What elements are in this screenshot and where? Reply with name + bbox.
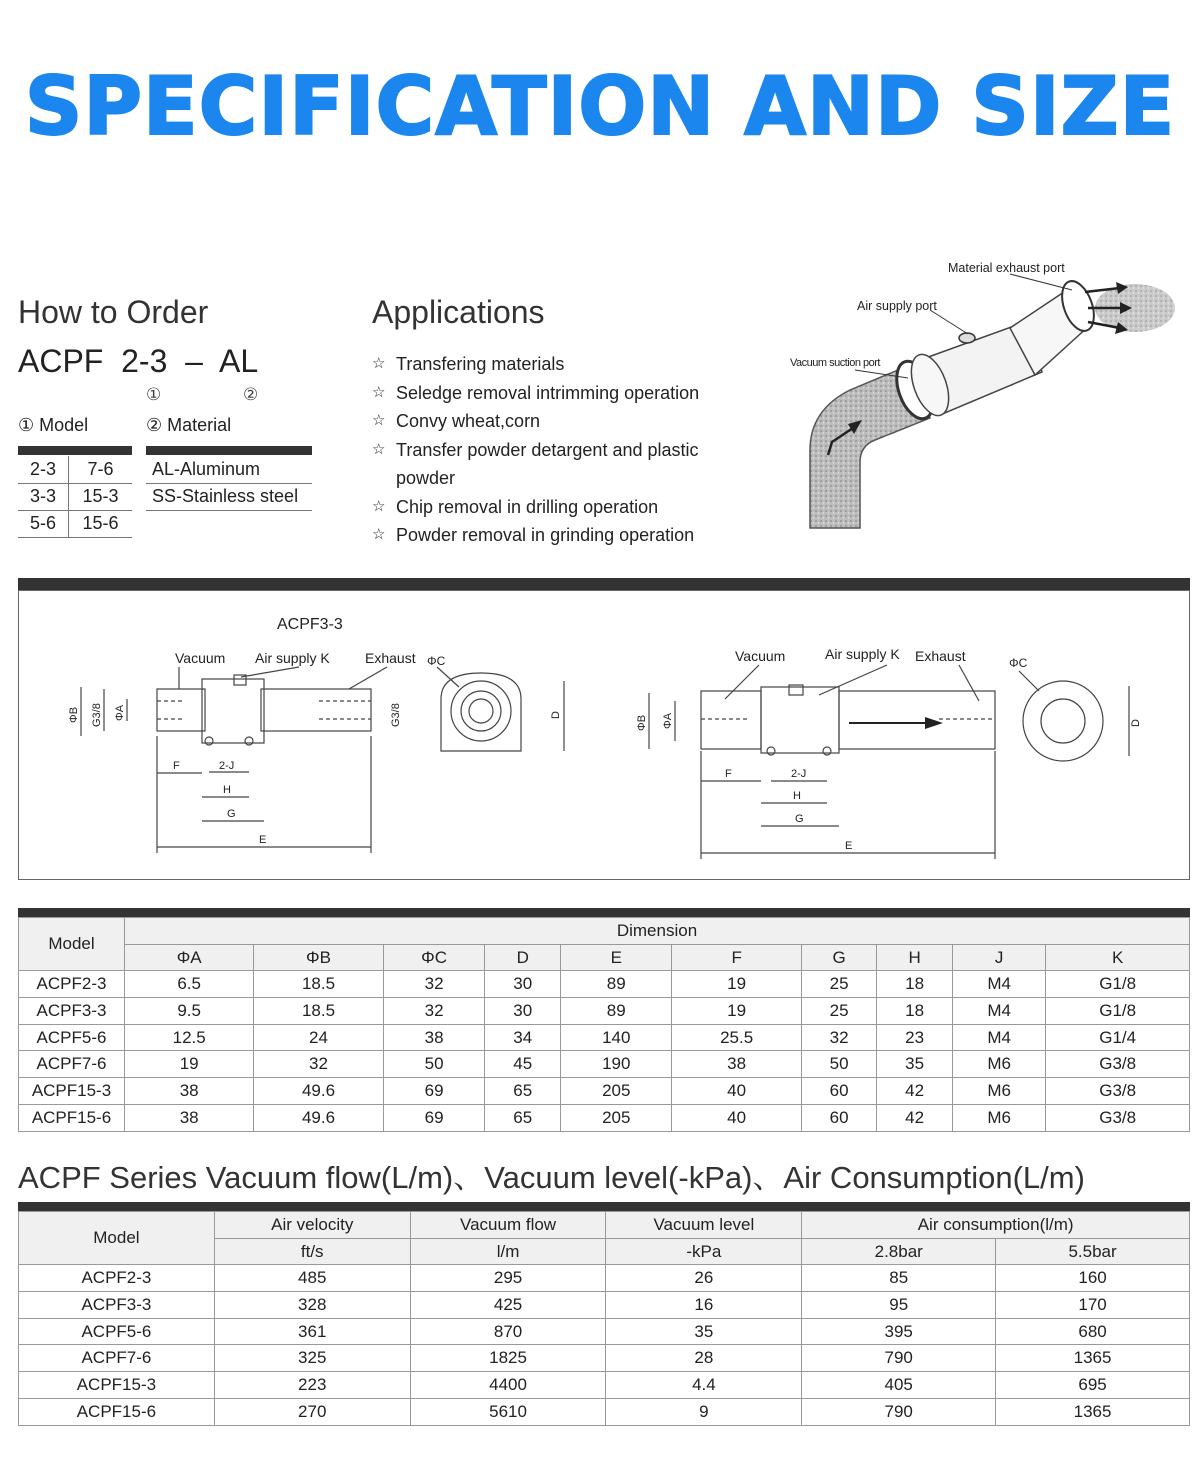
- table-cell: 140: [561, 1024, 672, 1051]
- table-cell: 45: [485, 1051, 561, 1078]
- table-cell: ACPF2-3: [19, 971, 125, 998]
- table-cell: G1/8: [1046, 971, 1190, 998]
- table-cell: ACPF7-6: [19, 1345, 215, 1372]
- table-cell: 32: [801, 1024, 877, 1051]
- table-cell: 170: [996, 1292, 1190, 1319]
- table-cell: 205: [561, 1078, 672, 1105]
- dimension-drawing: [19, 591, 1189, 879]
- table-cell: 295: [410, 1265, 606, 1292]
- application-text: Seledge removal intrimming operation: [396, 382, 700, 403]
- table-cell: 695: [996, 1372, 1190, 1399]
- table-header-row: [19, 1212, 1190, 1239]
- list-item: [372, 436, 732, 493]
- table-cell: ACPF15-3: [19, 1372, 215, 1399]
- model-cell: 7-6: [68, 456, 132, 483]
- material-table: [146, 456, 312, 511]
- unit-header: 5.5bar: [996, 1238, 1190, 1265]
- table-cell: 190: [561, 1051, 672, 1078]
- list-item: [372, 493, 732, 522]
- table-cell: 790: [802, 1345, 996, 1372]
- table-cell: 870: [410, 1318, 606, 1345]
- how-to-order-title: How to Order: [18, 294, 209, 330]
- vacuum-label: Vacuum: [175, 650, 226, 666]
- table-cell: 9: [606, 1398, 802, 1425]
- table-cell: 38: [125, 1078, 254, 1105]
- table-row: [19, 998, 1190, 1025]
- model-header: Model: [19, 918, 125, 971]
- material-exhaust-label: Material exhaust port: [948, 261, 1065, 275]
- table-cell: 38: [383, 1024, 485, 1051]
- application-text: Transfer powder detargent and plastic powder: [396, 439, 699, 488]
- table-cell: G3/8: [1046, 1104, 1190, 1131]
- unit-header: l/m: [410, 1238, 606, 1265]
- model-bar: [18, 446, 132, 455]
- column-header: ΦA: [125, 944, 254, 971]
- column-header: E: [561, 944, 672, 971]
- table-cell: 60: [801, 1104, 877, 1131]
- column-header: G: [801, 944, 877, 971]
- table-cell: 328: [214, 1292, 410, 1319]
- table-cell: 34: [485, 1024, 561, 1051]
- list-item: [372, 379, 732, 408]
- model-cell: 3-3: [18, 483, 68, 510]
- table-cell: 18.5: [254, 998, 383, 1025]
- table-header-row: [19, 944, 1190, 971]
- application-text: Powder removal in grinding operation: [396, 525, 695, 545]
- vacuum-label: Vacuum: [735, 648, 786, 664]
- table-cell: M6: [952, 1104, 1045, 1131]
- column-header: Vacuum level: [606, 1212, 802, 1239]
- table-row: [19, 1024, 1190, 1051]
- table-cell: 85: [802, 1265, 996, 1292]
- star-icon: ☆: [372, 383, 386, 401]
- g38-label: G3/8: [390, 703, 402, 727]
- table-cell: 40: [672, 1104, 801, 1131]
- table-cell: ACPF3-3: [19, 1292, 215, 1319]
- table-cell: 32: [383, 998, 485, 1025]
- table-cell: 325: [214, 1345, 410, 1372]
- table-cell: G1/4: [1046, 1024, 1190, 1051]
- series-title: ACPF Series Vacuum flow(L/m)、Vacuum level(-kPa)、Air Consumption(L/m): [18, 1160, 1085, 1195]
- dimension-table-bar: [18, 908, 1190, 917]
- drawing-box: [18, 590, 1190, 880]
- table-cell: 4.4: [606, 1372, 802, 1399]
- table-cell: ACPF5-6: [19, 1024, 125, 1051]
- table-cell: 12.5: [125, 1024, 254, 1051]
- g-label: G: [227, 808, 236, 820]
- table-cell: 18.5: [254, 971, 383, 998]
- f-label: F: [173, 760, 180, 772]
- unit-header: 2.8bar: [802, 1238, 996, 1265]
- flow-table: [18, 1211, 1190, 1426]
- table-row: [19, 1345, 1190, 1372]
- vacuum-suction-label: Vacuum suction port: [790, 357, 880, 369]
- table-cell: 1365: [996, 1398, 1190, 1425]
- table-cell: 65: [485, 1104, 561, 1131]
- model-cell: 15-3: [68, 483, 132, 510]
- table-cell: ACPF15-3: [19, 1078, 125, 1105]
- table-row: [19, 1051, 1190, 1078]
- order-mark-1: ①: [146, 385, 162, 404]
- g38-label: G3/8: [91, 703, 103, 727]
- table-cell: 65: [485, 1078, 561, 1105]
- table-cell: 30: [485, 971, 561, 998]
- table-cell: ACPF15-6: [19, 1398, 215, 1425]
- table-cell: 25: [801, 971, 877, 998]
- table-cell: 485: [214, 1265, 410, 1292]
- table-cell: 5610: [410, 1398, 606, 1425]
- table-cell: 205: [561, 1104, 672, 1131]
- table-cell: 26: [606, 1265, 802, 1292]
- drawing-title: ACPF3-3: [277, 616, 343, 633]
- table-cell: 1365: [996, 1345, 1190, 1372]
- table-cell: 24: [254, 1024, 383, 1051]
- drawing-top-bar: [18, 578, 1190, 590]
- h-label: H: [793, 790, 801, 802]
- table-cell: 4400: [410, 1372, 606, 1399]
- table-cell: 69: [383, 1104, 485, 1131]
- table-cell: M6: [952, 1051, 1045, 1078]
- dimension-table: [18, 917, 1190, 1132]
- table-header-row: [19, 918, 1190, 945]
- star-icon: ☆: [372, 440, 386, 458]
- table-cell: 28: [606, 1345, 802, 1372]
- table-cell: 680: [996, 1318, 1190, 1345]
- table-cell: 49.6: [254, 1078, 383, 1105]
- list-item: [372, 407, 732, 436]
- table-cell: 50: [801, 1051, 877, 1078]
- table-cell: 38: [125, 1104, 254, 1131]
- column-header: J: [952, 944, 1045, 971]
- column-header: Air velocity: [214, 1212, 410, 1239]
- table-cell: 19: [672, 971, 801, 998]
- h-label: H: [223, 784, 231, 796]
- table-cell: 23: [877, 1024, 953, 1051]
- table-row: [146, 483, 312, 510]
- table-cell: ACPF2-3: [19, 1265, 215, 1292]
- material-cell: SS-Stainless steel: [146, 483, 312, 510]
- page-banner: SPECIFICATION AND SIZE: [24, 60, 1176, 153]
- phi-b-label: ΦB: [68, 706, 80, 723]
- table-row: [18, 483, 132, 510]
- table-cell: 30: [485, 998, 561, 1025]
- table-row: [19, 1372, 1190, 1399]
- table-cell: 35: [877, 1051, 953, 1078]
- table-row: [18, 510, 132, 537]
- order-mark-2: ②: [243, 385, 259, 404]
- list-item: [372, 350, 732, 379]
- table-cell: 223: [214, 1372, 410, 1399]
- table-cell: 89: [561, 971, 672, 998]
- table-cell: 69: [383, 1078, 485, 1105]
- applications-title: Applications: [372, 294, 545, 330]
- model-cell: 15-6: [68, 510, 132, 537]
- f-label: F: [725, 768, 732, 780]
- phi-a-label: ΦA: [662, 712, 674, 729]
- column-header: D: [485, 944, 561, 971]
- column-header: Vacuum flow: [410, 1212, 606, 1239]
- material-heading: ② Material: [146, 415, 232, 435]
- table-cell: 95: [802, 1292, 996, 1319]
- table-cell: 50: [383, 1051, 485, 1078]
- e-label: E: [845, 840, 853, 852]
- table-row: [19, 1398, 1190, 1425]
- table-cell: M4: [952, 971, 1045, 998]
- application-text: Chip removal in drilling operation: [396, 496, 659, 517]
- star-icon: ☆: [372, 355, 386, 372]
- table-cell: 790: [802, 1398, 996, 1425]
- application-text: Transfering materials: [396, 354, 565, 374]
- table-cell: 40: [672, 1078, 801, 1105]
- table-cell: 42: [877, 1078, 953, 1105]
- application-text: Convy wheat,corn: [396, 411, 541, 431]
- g-label: G: [795, 813, 804, 825]
- table-row: [19, 1078, 1190, 1105]
- table-cell: 19: [672, 998, 801, 1025]
- phi-c-label: ΦC: [1009, 656, 1028, 670]
- table-cell: 395: [802, 1318, 996, 1345]
- column-header: F: [672, 944, 801, 971]
- air-supply-label: Air supply K: [825, 646, 900, 662]
- table-cell: ACPF15-6: [19, 1104, 125, 1131]
- table-cell: M4: [952, 998, 1045, 1025]
- table-row: [19, 1104, 1190, 1131]
- column-header: ΦC: [383, 944, 485, 971]
- air-supply-port-label: Air supply port: [857, 299, 937, 313]
- star-icon: ☆: [372, 412, 386, 429]
- table-cell: 60: [801, 1078, 877, 1105]
- table-cell: 25.5: [672, 1024, 801, 1051]
- phi-a-label: ΦA: [114, 704, 126, 721]
- star-icon: ☆: [372, 497, 386, 515]
- column-header: Air consumption(l/m): [802, 1212, 1190, 1239]
- table-cell: 6.5: [125, 971, 254, 998]
- table-cell: 18: [877, 971, 953, 998]
- table-cell: 32: [254, 1051, 383, 1078]
- e-label: E: [259, 834, 267, 846]
- table-row: [19, 1265, 1190, 1292]
- table-cell: 19: [125, 1051, 254, 1078]
- conveyor-illustration: [780, 250, 1190, 540]
- table-cell: 16: [606, 1292, 802, 1319]
- column-header: H: [877, 944, 953, 971]
- table-row: [146, 456, 312, 483]
- table-row: [19, 1318, 1190, 1345]
- table-row: [18, 456, 132, 483]
- unit-header: -kPa: [606, 1238, 802, 1265]
- table-cell: 89: [561, 998, 672, 1025]
- column-header: K: [1046, 944, 1190, 971]
- table-cell: 25: [801, 998, 877, 1025]
- table-cell: 1825: [410, 1345, 606, 1372]
- table-cell: M4: [952, 1024, 1045, 1051]
- exhaust-label: Exhaust: [915, 648, 966, 664]
- table-cell: G3/8: [1046, 1078, 1190, 1105]
- d-label: D: [550, 711, 562, 719]
- table-cell: ACPF3-3: [19, 998, 125, 1025]
- table-cell: 49.6: [254, 1104, 383, 1131]
- table-cell: M6: [952, 1078, 1045, 1105]
- model-cell: 2-3: [18, 456, 68, 483]
- model-heading: ① Model: [18, 415, 89, 435]
- table-cell: 42: [877, 1104, 953, 1131]
- air-supply-label: Air supply K: [255, 650, 330, 666]
- phi-b-label: ΦB: [636, 714, 648, 731]
- table-row: [19, 1292, 1190, 1319]
- model-header: Model: [19, 1212, 215, 1265]
- table-cell: 35: [606, 1318, 802, 1345]
- table-cell: 32: [383, 971, 485, 998]
- column-header: ΦB: [254, 944, 383, 971]
- table-cell: ACPF7-6: [19, 1051, 125, 1078]
- table-cell: 9.5: [125, 998, 254, 1025]
- model-cell: 5-6: [18, 510, 68, 537]
- table-cell: G1/8: [1046, 998, 1190, 1025]
- table-cell: 18: [877, 998, 953, 1025]
- order-code: ACPF 2-3 – AL: [18, 343, 259, 379]
- table-cell: G3/8: [1046, 1051, 1190, 1078]
- list-item: [372, 521, 732, 550]
- dimension-header: Dimension: [125, 918, 1190, 945]
- d-label: D: [1130, 719, 1142, 727]
- table-cell: 425: [410, 1292, 606, 1319]
- model-table: [18, 456, 132, 538]
- table-cell: 361: [214, 1318, 410, 1345]
- table-cell: 38: [672, 1051, 801, 1078]
- 2j-label: 2-J: [791, 768, 807, 780]
- table-cell: 160: [996, 1265, 1190, 1292]
- applications-list: [372, 350, 732, 550]
- table-cell: ACPF5-6: [19, 1318, 215, 1345]
- unit-header: ft/s: [214, 1238, 410, 1265]
- table-cell: 270: [214, 1398, 410, 1425]
- flow-table-bar: [18, 1202, 1190, 1211]
- 2j-label: 2-J: [219, 760, 235, 772]
- phi-c-label: ΦC: [427, 654, 446, 668]
- table-row: [19, 971, 1190, 998]
- exhaust-label: Exhaust: [365, 650, 416, 666]
- material-cell: AL-Aluminum: [146, 456, 312, 483]
- table-cell: 405: [802, 1372, 996, 1399]
- material-bar: [146, 446, 312, 455]
- star-icon: ☆: [372, 526, 386, 543]
